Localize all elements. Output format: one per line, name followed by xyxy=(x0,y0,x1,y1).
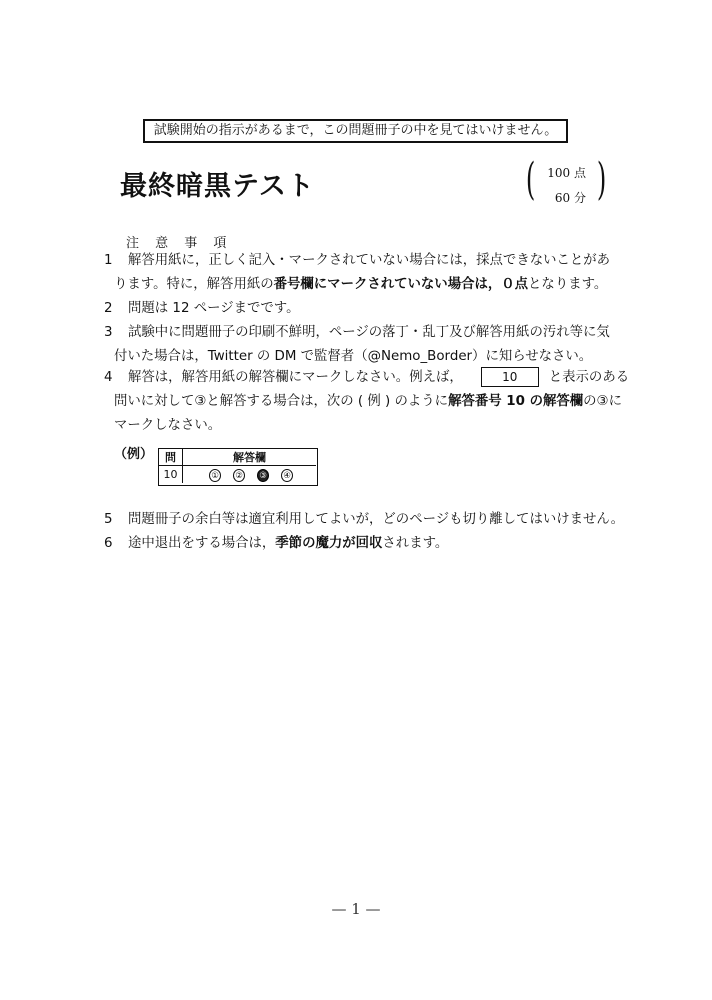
time-limit: 60 分 xyxy=(554,191,586,205)
item-text-bold: 季節の魔力が回収 xyxy=(275,536,383,551)
answer-bubble-3: ③ xyxy=(257,469,269,482)
left-paren: ( xyxy=(525,154,536,205)
exam-start-notice: 試験開始の指示があるまで，この問題冊子の中を見てはいけません。 xyxy=(143,119,568,143)
item-number: 4 xyxy=(104,370,113,385)
item-text-part: となります。 xyxy=(528,277,608,292)
page-number: — 1 — xyxy=(331,900,381,918)
item-number: 2 xyxy=(104,301,113,316)
item-number: 1 xyxy=(104,253,113,268)
instruction-item-1 xyxy=(104,249,610,297)
instruction-item-5 xyxy=(104,508,624,532)
score-time-bracket xyxy=(525,154,607,208)
question-number: 10 xyxy=(159,466,183,483)
item-text-part: 問いに対して③と解答する場合は，次の ( 例 ) のように xyxy=(114,394,449,409)
example-answer-table xyxy=(158,448,318,486)
item-text: 問題は 12 ページまでです。 xyxy=(128,301,300,316)
item-text: されます。 xyxy=(382,536,449,551)
item-text: 解答用紙に，正しく記入・マークされていない場合には，採点できないことがあ xyxy=(128,253,611,268)
item-text-continued xyxy=(104,390,629,414)
item-text: 試験中に問題冊子の印刷不鮮明，ページの落丁・乱丁及び解答用紙の汚れ等に気 xyxy=(128,325,610,340)
instructions-heading: 注 意 事 項 xyxy=(126,236,233,251)
item-number: 3 xyxy=(104,325,113,340)
item-text: と表示のある xyxy=(548,370,630,385)
item-number: 5 xyxy=(104,512,113,527)
item-text: 解答は，解答用紙の解答欄にマークしなさい。例えば， xyxy=(128,370,463,385)
answer-bubble-4: ④ xyxy=(281,469,293,482)
example-label: （例） xyxy=(114,447,154,462)
instruction-item-3 xyxy=(104,321,610,369)
item-text-continued xyxy=(104,273,610,297)
item-text-continued: 付いた場合は，Twitter の DM で監督者（@Nemo_Border）に知らせなさい。 xyxy=(114,349,593,364)
item-text: 途中退出をする場合は， xyxy=(128,536,276,551)
instruction-item-4 xyxy=(104,366,629,438)
item-text-bold: 番号欄にマークされていない場合は，０点 xyxy=(273,277,529,292)
answer-bubble-1: ① xyxy=(209,469,221,482)
answer-number-box: 10 xyxy=(481,367,539,387)
exam-title: 最終暗黒テスト xyxy=(120,171,315,202)
instruction-item-6 xyxy=(104,532,448,556)
item-text: 問題冊子の余白等は適宜利用してよいが，どのページも切り離してはいけません。 xyxy=(128,512,624,527)
instruction-item-2 xyxy=(104,297,300,321)
item-text-bold: 解答番号 10 の解答欄 xyxy=(448,394,584,409)
question-header: 問 xyxy=(159,449,183,466)
item-number: 6 xyxy=(104,536,113,551)
answer-column-header: 解答欄 xyxy=(183,449,316,466)
total-points: 100 点 xyxy=(547,166,586,180)
item-text-part: の③に xyxy=(583,394,622,409)
item-text-part: ります。特に，解答用紙の xyxy=(114,277,274,292)
right-paren: ) xyxy=(596,154,607,205)
answer-bubble-2: ② xyxy=(233,469,245,482)
item-text-continued: マークしなさい。 xyxy=(114,418,222,433)
